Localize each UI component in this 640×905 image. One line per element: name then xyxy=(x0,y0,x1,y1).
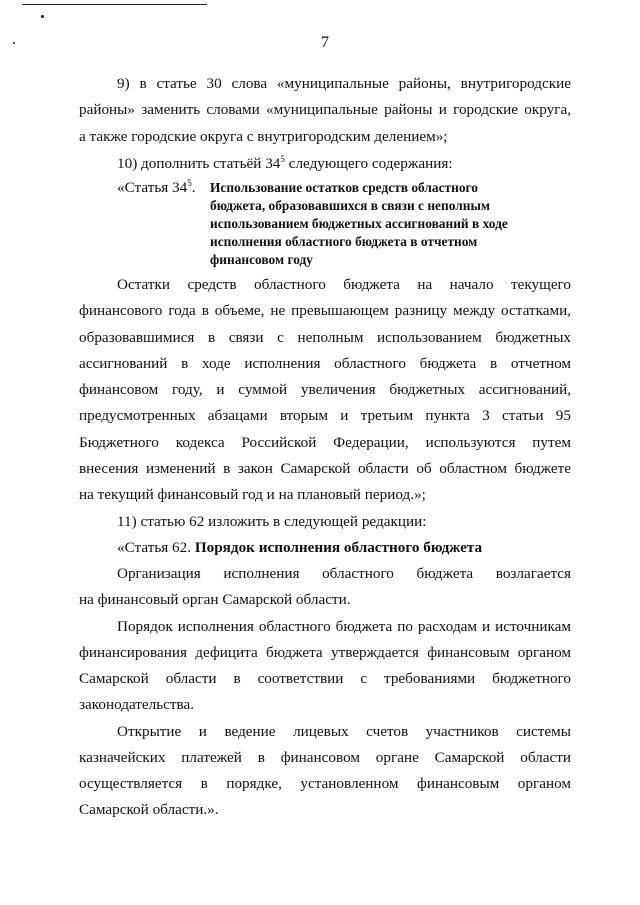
accounts-line-2: казначейских платежей в финансовом органе Самарской области xyxy=(79,749,571,766)
item-9-line-1: 9) в статье 30 слова «муниципальные районы, внутригородские xyxy=(117,75,571,92)
remains-line-6: предусмотренных абзацами вторым и третьим пункта 3 статьи 95 xyxy=(79,407,571,424)
article-62-heading: «Статья 62. Порядок исполнения областного бюджета xyxy=(117,539,483,556)
item-10-sup: 5 xyxy=(280,154,285,164)
remains-line-3: образовавшимися в связи с неполным использованием бюджетных xyxy=(79,329,571,346)
item-9-line-3: а также городские округа с внутригородским делением»; xyxy=(79,128,448,145)
accounts-line-3: осуществляется в порядке, установленном финансовым органом xyxy=(79,775,571,792)
item-10 xyxy=(79,151,571,177)
article-34-5-title: Использование остатков средств областного бюджета, образовавшихся в связи с неполным использованием бюджетных ассигнований в ходе исполнения областного бюджета в отчетном финансовом году xyxy=(210,180,508,267)
scan-dot xyxy=(41,15,44,18)
remains-line-5: финансовом году, и суммой увеличения бюджетных ассигнований, xyxy=(79,381,571,398)
remains-line-8: внесения изменений в закон Самарской области об областном бюджете xyxy=(79,460,571,477)
accounts-line-1: Открытие и ведение лицевых счетов участников системы xyxy=(117,723,571,740)
top-border-line xyxy=(22,4,207,5)
remains-line-1: Остатки средств областного бюджета на начало текущего xyxy=(117,276,571,293)
item-11: 11) статью 62 изложить в следующей редакции: xyxy=(117,513,427,530)
order-line-1: Порядок исполнения областного бюджета по расходам и источникам xyxy=(117,618,571,635)
order-line-4: законодательства. xyxy=(79,696,195,713)
item-9-line-2: районы» заменить словами «муниципальные районы и городские округа, xyxy=(79,101,571,118)
item-10-text: 10) дополнить статьёй 34 xyxy=(117,155,281,172)
org-line-1: Организация исполнения областного бюджета возлагается xyxy=(117,565,571,582)
org-line-2: на финансовый орган Самарской области. xyxy=(79,591,351,608)
remains-line-2: финансового года в объеме, не превышающем разницу между остатками, xyxy=(79,302,571,319)
page-number: 7 xyxy=(321,34,329,51)
order-line-3: Самарской области в соответствии с требованиями бюджетного xyxy=(79,670,571,687)
accounts-line-4: Самарской области.». xyxy=(79,801,219,818)
remains-line-9: на текущий финансовый год и на плановый период.»; xyxy=(79,486,426,503)
article-34-5-label: «Статья $34^5$. xyxy=(117,178,196,196)
remains-line-7: Бюджетного кодекса Российской Федерации, используются путем xyxy=(79,434,571,451)
order-line-2: финансирования дефицита бюджета утверждается финансовым органом xyxy=(79,644,571,661)
item-10-after: следующего содержания: xyxy=(284,155,453,172)
remains-line-4: ассигнований в ходе исполнения областного бюджета в отчетном xyxy=(79,355,571,372)
